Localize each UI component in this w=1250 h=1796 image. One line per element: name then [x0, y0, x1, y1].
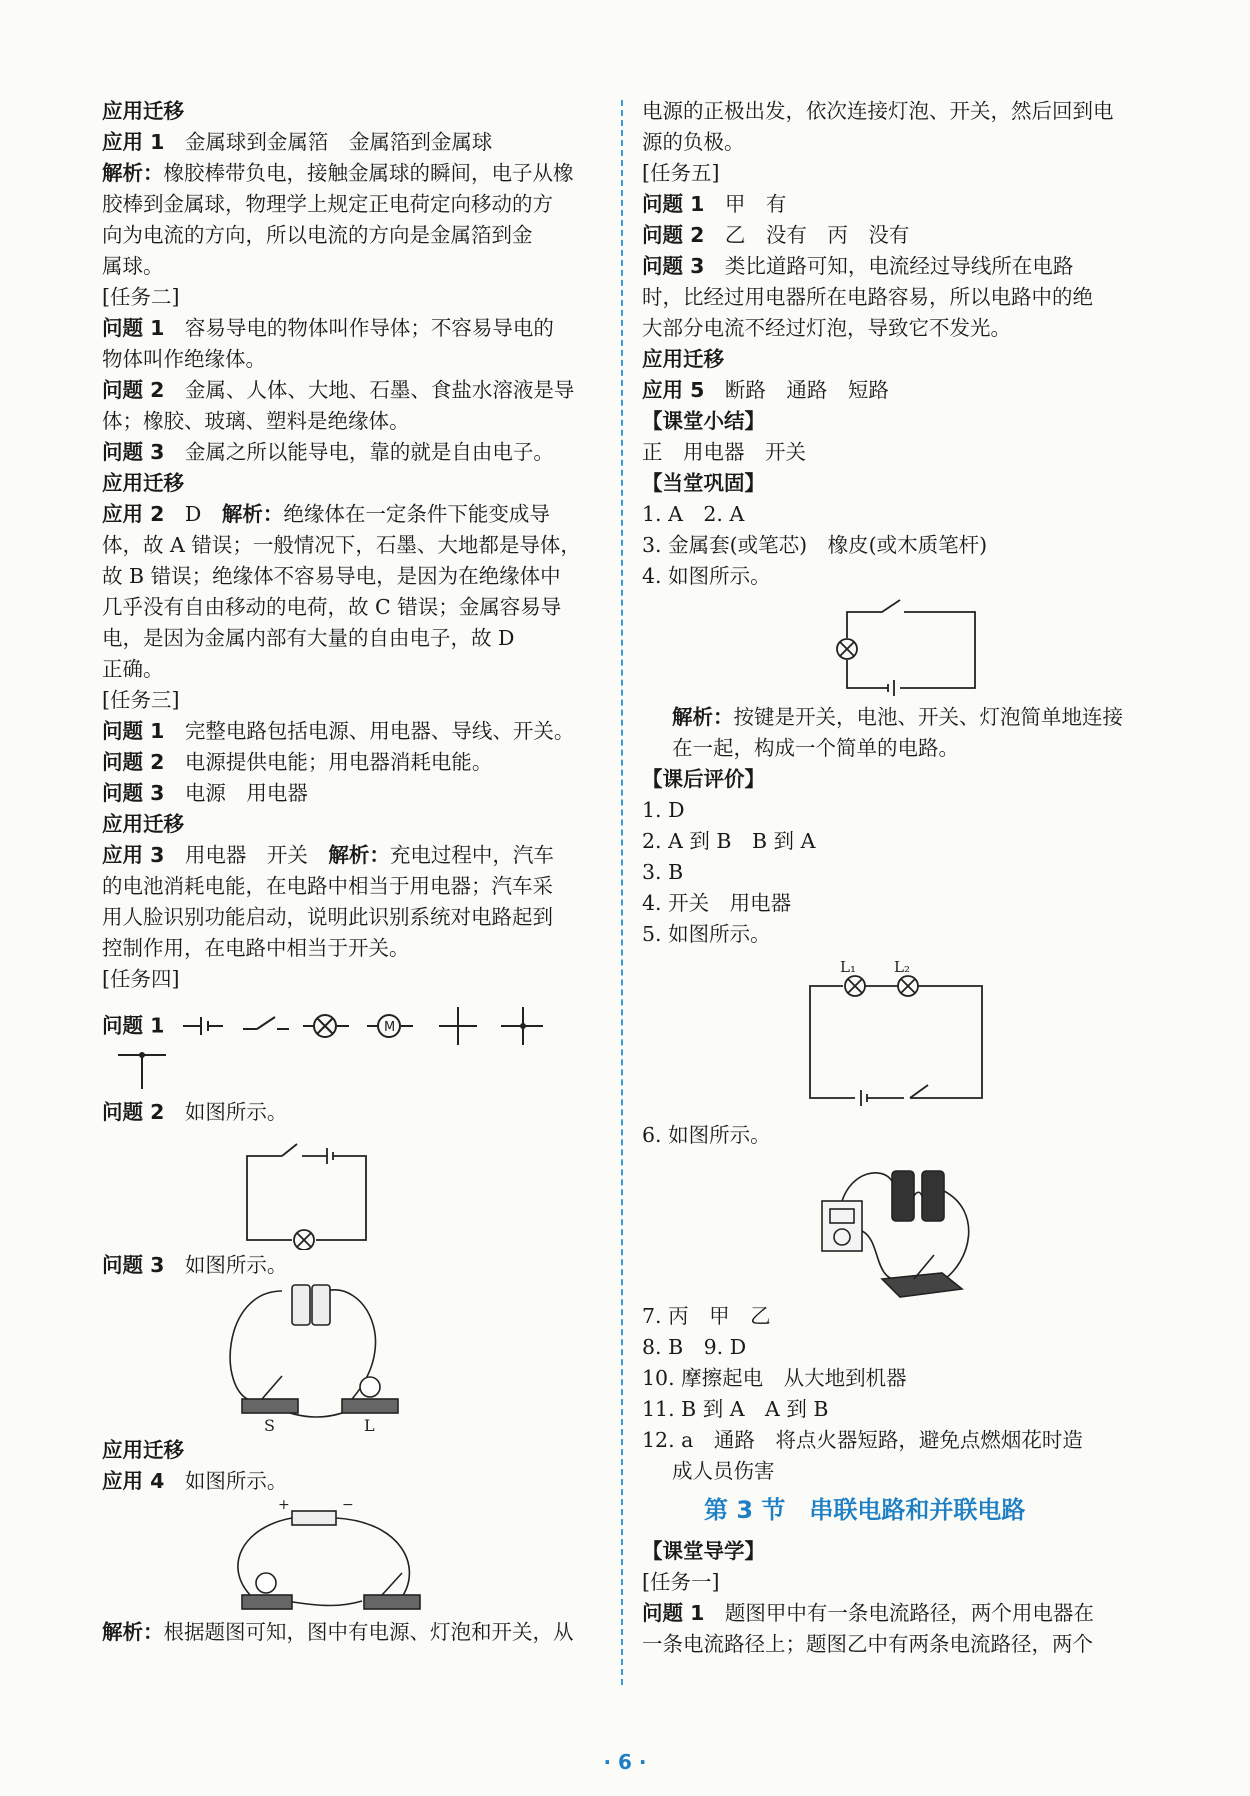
- section-title: 第 3 节 串联电路和并联电路: [704, 1496, 1026, 1524]
- answer-line: 7. 丙 甲 乙: [642, 1304, 771, 1328]
- task-heading: [任务一]: [642, 1570, 720, 1594]
- text-line: 问题 3 如图所示。: [102, 1253, 288, 1277]
- physical-circuit-6: [642, 1151, 1142, 1301]
- text-line: 几乎没有自由移动的电荷，故 C 错误；金属容易导: [102, 595, 562, 619]
- answer-line: 5. 如图所示。: [642, 922, 771, 946]
- text-line: 问题 2 如图所示。: [102, 1100, 288, 1124]
- text-line: 大部分电流不经过灯泡，导致它不发光。: [642, 316, 1011, 340]
- label-l2: L₂: [894, 958, 910, 976]
- section-heading: 【课后评价】: [642, 767, 765, 791]
- label-l: L: [364, 1416, 375, 1435]
- section-heading: 【课堂导学】: [642, 1539, 765, 1563]
- heading-apply: 应用迁移: [102, 471, 184, 495]
- text-line: 问题 3 电源 用电器: [102, 781, 308, 805]
- figure-q2: [102, 1128, 602, 1250]
- answer-line: 1. D: [642, 798, 685, 822]
- figure-q3: [102, 1281, 602, 1435]
- circuit-diagram-4: [642, 592, 1142, 702]
- text-line: 解析：橡胶棒带负电，接触金属球的瞬间，电子从橡: [102, 161, 574, 185]
- text-line: 在一起，构成一个简单的电路。: [672, 736, 959, 760]
- text-line: 解析：根据题图可知，图中有电源、灯泡和开关，从: [102, 1620, 574, 1644]
- text-line: 物体叫作绝缘体。: [102, 347, 266, 371]
- text-line: 胶棒到金属球，物理学上规定正电荷定向移动的方: [102, 192, 553, 216]
- label-s: S: [264, 1416, 275, 1435]
- task-heading: [任务二]: [102, 285, 180, 309]
- answer-line: 11. B 到 A A 到 B: [642, 1397, 829, 1421]
- left-column: [102, 96, 602, 1648]
- text-line: 时，比经过用电器所在电路容易，所以电路中的绝: [642, 285, 1093, 309]
- answer-line: 1. A 2. A: [642, 502, 745, 526]
- text-line: 应用 2 D 解析：绝缘体在一定条件下能变成导: [102, 502, 550, 526]
- heading-apply: 应用迁移: [102, 812, 184, 836]
- text-line: 正 用电器 开关: [642, 440, 806, 464]
- label-l1: L₁: [840, 958, 856, 976]
- junction-icon: [112, 1047, 172, 1091]
- text-line: 控制作用，在电路中相当于开关。: [102, 936, 410, 960]
- answer-line: 10. 摩擦起电 从大地到机器: [642, 1366, 907, 1390]
- answer-line: 12. a 通路 将点火器短路，避免点燃烟花时造: [642, 1428, 1083, 1452]
- text-line: 故 B 错误；绝缘体不容易导电，是因为在绝缘体中: [102, 564, 561, 588]
- text-line: 应用 5 断路 通路 短路: [642, 378, 889, 402]
- text-line: 问题 2 电源提供电能；用电器消耗电能。: [102, 750, 493, 774]
- circuit-diagram-q2: [102, 1128, 602, 1250]
- text-line: 正确。: [102, 657, 164, 681]
- right-column: [642, 96, 1142, 1660]
- heading-apply: 应用迁移: [102, 99, 184, 123]
- circuit-diagram-5: [642, 950, 1142, 1120]
- answer-line: 6. 如图所示。: [642, 1123, 771, 1147]
- junction-symbol-row: [102, 1047, 602, 1091]
- text-line: 应用 4 如图所示。: [102, 1469, 288, 1493]
- answer-line: 3. 金属套(或笔芯) 橡皮(或木质笔杆): [642, 533, 988, 557]
- column-divider: [621, 100, 623, 1685]
- figure-6: [642, 1151, 1142, 1301]
- text-line: 问题 2 乙 没有 丙 没有: [642, 223, 910, 247]
- figure-apply4: [102, 1497, 602, 1617]
- task-heading: [任务四]: [102, 967, 180, 991]
- svg-text:−: −: [342, 1497, 354, 1513]
- figure-4: [642, 592, 1142, 702]
- answer-line: 4. 开关 用电器: [642, 891, 792, 915]
- text-line: 问题 1 完整电路包括电源、用电器、导线、开关。: [102, 719, 575, 743]
- section-heading: 【当堂巩固】: [642, 471, 765, 495]
- page-number: · 6 ·: [603, 1750, 647, 1774]
- figure-5: [642, 950, 1142, 1120]
- text-line: 应用 1 金属球到金属箔 金属箔到金属球: [102, 130, 493, 154]
- heading-apply: 应用迁移: [102, 1438, 184, 1462]
- text-line: 问题 1 容易导电的物体叫作导体；不容易导电的: [102, 316, 554, 340]
- svg-text:+: +: [278, 1497, 290, 1513]
- text-line: 问题 1 甲 有: [642, 192, 787, 216]
- text-line: 问题 2 金属、人体、大地、石墨、食盐水溶液是导: [102, 378, 575, 402]
- text-line: 解析：按键是开关，电池、开关、灯泡简单地连接: [672, 705, 1123, 729]
- section-heading: 【课堂小结】: [642, 409, 765, 433]
- text-line: 体；橡胶、玻璃、塑料是绝缘体。: [102, 409, 410, 433]
- circuit-symbols-icon: [171, 1003, 591, 1048]
- answer-line: 3. B: [642, 860, 684, 884]
- text-line: 源的负极。: [642, 130, 745, 154]
- svg-text:M: M: [383, 1019, 396, 1035]
- answer-line: 成人员伤害: [672, 1459, 775, 1483]
- text-line: 向为电流的方向，所以电流的方向是金属箔到金: [102, 223, 533, 247]
- text-line: 一条电流路径上；题图乙中有两条电流路径，两个: [642, 1632, 1093, 1656]
- heading-apply: 应用迁移: [642, 347, 724, 371]
- text-line: 问题 1 题图甲中有一条电流路径，两个用电器在: [642, 1601, 1094, 1625]
- text-line: 的电池消耗电能，在电路中相当于用电器；汽车采: [102, 874, 553, 898]
- answer-line: 8. B 9. D: [642, 1335, 747, 1359]
- text-line: 电，是因为金属内部有大量的自由电子，故 D: [102, 626, 515, 650]
- text-line: 属球。: [102, 254, 164, 278]
- answer-line: 2. A 到 B B 到 A: [642, 829, 816, 853]
- text-line: 电源的正极出发，依次连接灯泡、开关，然后回到电: [642, 99, 1114, 123]
- circuit-symbols-row: 问题 1 M: [102, 1001, 602, 1047]
- physical-circuit-apply4: [102, 1497, 602, 1617]
- text-line: 体，故 A 错误；一般情况下，石墨、大地都是导体，: [102, 533, 581, 557]
- physical-circuit-q3: [102, 1281, 602, 1435]
- answer-line: 4. 如图所示。: [642, 564, 771, 588]
- text-line: 应用 3 用电器 开关 解析：充电过程中，汽车: [102, 843, 554, 867]
- text-line: 用人脸识别功能启动，说明此识别系统对电路起到: [102, 905, 553, 929]
- task-heading: [任务三]: [102, 688, 180, 712]
- text-line: 问题 3 金属之所以能导电，靠的就是自由电子。: [102, 440, 554, 464]
- task-heading: [任务五]: [642, 161, 720, 185]
- text-line: 问题 3 类比道路可知，电流经过导线所在电路: [642, 254, 1074, 278]
